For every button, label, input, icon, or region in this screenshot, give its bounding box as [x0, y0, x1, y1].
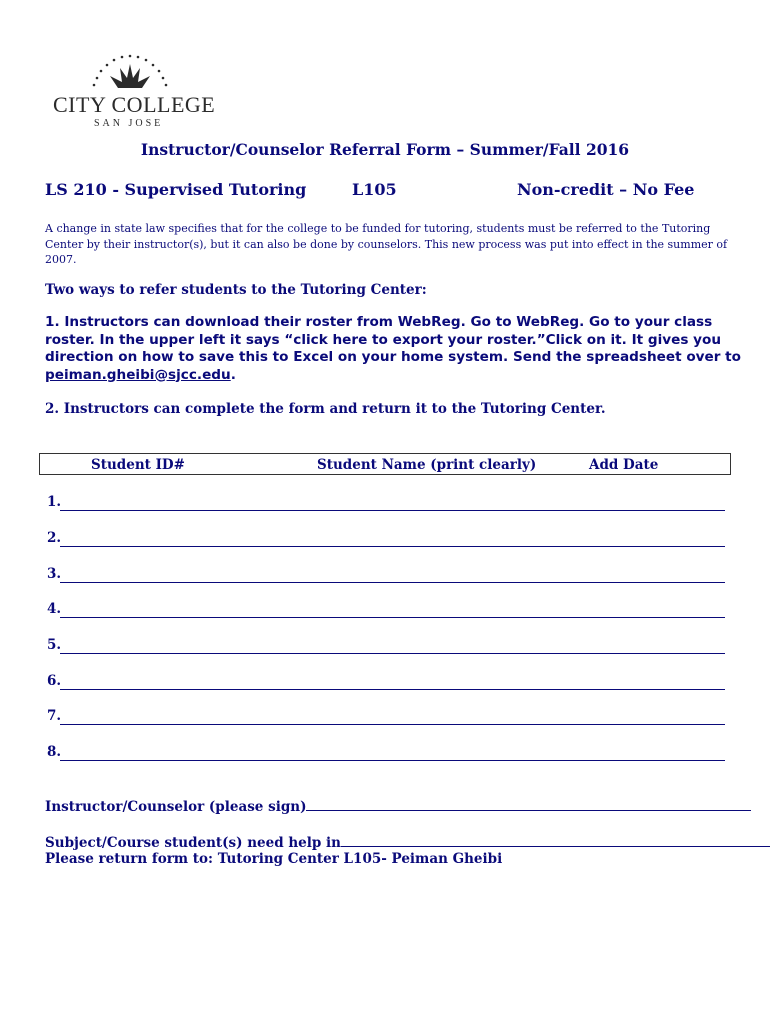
ways-heading: Two ways to refer students to the Tutoring Center:: [45, 282, 427, 298]
header-student-name: Student Name (print clearly): [317, 457, 537, 473]
row-number: 6.: [47, 673, 62, 689]
entry-line[interactable]: [60, 582, 725, 583]
entry-line[interactable]: [60, 510, 725, 511]
row-number: 1.: [47, 494, 62, 510]
return-instructions: Please return form to: Tutoring Center L105- Peiman Gheibi: [45, 851, 503, 867]
student-entry-row[interactable]: [45, 673, 725, 693]
student-entry-row[interactable]: [45, 494, 725, 514]
signature-field[interactable]: [45, 797, 751, 815]
course-name: LS 210 - Supervised Tutoring: [45, 180, 307, 199]
entry-line[interactable]: [60, 546, 725, 547]
student-entry-row[interactable]: [45, 530, 725, 550]
student-entry-row[interactable]: [45, 566, 725, 586]
header-add-date: Add Date: [589, 457, 659, 473]
row-number: 2.: [47, 530, 62, 546]
starburst-logo-icon: [84, 52, 176, 96]
student-entry-row[interactable]: [45, 601, 725, 621]
instruction-1-end: .: [230, 366, 236, 383]
subject-line[interactable]: [341, 833, 770, 847]
student-entry-row[interactable]: [45, 708, 725, 728]
entry-line[interactable]: [60, 760, 725, 761]
instruction-1-text: 1. Instructors can download their roster from WebReg. Go to WebReg. Go to your class roster. In the upper left it says “click here to export your roster.”Click on it. It gives you direction on how to save this to Excel on your home system. Send the spreadsheet over to: [45, 314, 742, 365]
intro-paragraph: A change in state law specifies that for the college to be funded for tutoring, students must be referred to the Tutoring Center by their instructor(s), but it can also be done by counselors. This new process was put into effect in the summer of 2007.: [45, 222, 728, 266]
row-number: 3.: [47, 566, 62, 582]
student-entry-row[interactable]: [45, 637, 725, 657]
row-number: 4.: [47, 601, 62, 617]
subject-label: Subject/Course student(s) need help in: [45, 835, 341, 851]
city-college-logo: [50, 52, 216, 134]
entry-line[interactable]: [60, 617, 725, 618]
row-number: 8.: [47, 744, 62, 760]
instruction-2: 2. Instructors can complete the form and return it to the Tutoring Center.: [45, 401, 606, 417]
instruction-1: [45, 314, 745, 384]
row-number: 5.: [47, 637, 62, 653]
form-title: Instructor/Counselor Referral Form – Summer/Fall 2016: [140, 140, 630, 159]
course-room: L105: [352, 180, 397, 199]
signature-label: Instructor/Counselor (please sign): [45, 799, 307, 815]
entry-line[interactable]: [60, 724, 725, 725]
table-header: [39, 453, 731, 475]
signature-line[interactable]: [306, 797, 751, 811]
header-student-id: Student ID#: [91, 457, 185, 473]
course-fee: Non-credit – No Fee: [517, 180, 695, 199]
subject-field[interactable]: [45, 833, 770, 851]
student-entry-row[interactable]: [45, 744, 725, 764]
entry-line[interactable]: [60, 653, 725, 654]
entry-line[interactable]: [60, 689, 725, 690]
college-location: SAN JOSE: [94, 118, 164, 129]
email-link[interactable]: peiman.gheibi@sjcc.edu: [45, 366, 231, 383]
row-number: 7.: [47, 708, 62, 724]
college-name: CITY COLLEGE: [53, 92, 216, 117]
